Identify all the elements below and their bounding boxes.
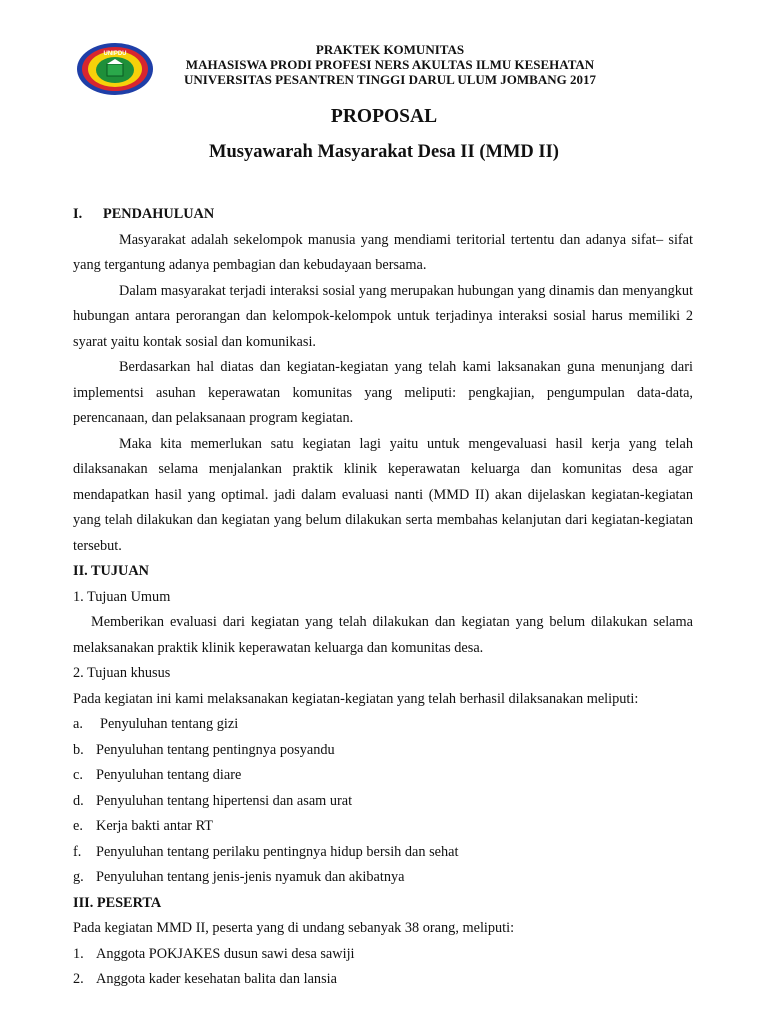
document-title: PROPOSAL bbox=[330, 106, 438, 127]
subsection-tujuan-khusus: 2. Tujuan khusus bbox=[73, 665, 171, 681]
header-line-1: PRAKTEK KOMUNITAS bbox=[315, 42, 465, 57]
letterhead bbox=[0, 40, 768, 98]
section-number: I. bbox=[73, 206, 83, 222]
list-marker: 2. bbox=[73, 971, 84, 987]
list-item bbox=[73, 738, 693, 764]
paragraph: Memberikan evaluasi dari kegiatan yang telah dilakukan dan kegiatan yang belum dilakukan selama melaksanakan praktik klinik keperawatan keluarga dan komunitas desa. bbox=[73, 614, 693, 656]
document-body bbox=[73, 202, 693, 993]
document-subtitle: Musyawarah Masyarakat Desa II (MMD II) bbox=[209, 142, 559, 162]
list-text: Penyuluhan tentang perilaku pentingnya hidup bersih dan sehat bbox=[96, 843, 459, 860]
paragraph: Masyarakat adalah sekelompok manusia yang mendiami teritorial tertentu dan adanya sifat– sifat yang tergantung adanya pembagian dan kebudayaan bersama. bbox=[73, 231, 693, 273]
list-text: Penyuluhan tentang hipertensi dan asam urat bbox=[96, 792, 353, 809]
list-text: Penyuluhan tentang diare bbox=[96, 767, 242, 783]
section-heading-pendahuluan bbox=[73, 202, 693, 228]
list-item bbox=[73, 712, 693, 738]
list-item bbox=[73, 840, 693, 866]
paragraph: Pada kegiatan MMD II, peserta yang di undang sebanyak 38 orang, meliputi: bbox=[73, 920, 515, 936]
paragraph: Maka kita memerlukan satu kegiatan lagi yaitu untuk mengevaluasi hasil kerja yang telah dilaksanakan selama menjalankan praktik klinik keperawatan keluarga dan komunitas desa agar mendapatkan hasil yang optimal. jadi dalam evaluasi nanti (MMD II) akan dijelaskan kegiatan-kegiatan yang telah dilakukan dan kegiatan yang belum dilakukan serta membahas kelanjutan dari kegiatan-kegiatan tersebut. bbox=[73, 435, 693, 554]
paragraph: Dalam masyarakat terjadi interaksi sosial yang merupakan hubungan yang dinamis dan menyangkut hubungan antara perorangan dan kelompok-kelompok untuk terjadinya interaksi sosial harus memiliki 2 syarat yaitu kontak sosial dan komunikasi. bbox=[73, 282, 693, 350]
header-line-3: UNIVERSITAS PESANTREN TINGGI DARUL ULUM JOMBANG 2017 bbox=[184, 72, 596, 87]
list-text: Anggota kader kesehatan balita dan lansia bbox=[96, 971, 337, 987]
list-marker: b. bbox=[73, 741, 84, 758]
list-item bbox=[73, 814, 693, 840]
header-line-2: MAHASISWA PRODI PROFESI NERS AKULTAS ILMU KESEHATAN bbox=[185, 57, 595, 72]
list-text: Penyuluhan tentang pentingnya posyandu bbox=[96, 741, 335, 758]
subsection-tujuan-umum: 1. Tujuan Umum bbox=[73, 588, 171, 605]
list-marker: 1. bbox=[73, 945, 84, 962]
list-text: Penyuluhan tentang gizi bbox=[100, 716, 239, 732]
paragraph: Berdasarkan hal diatas dan kegiatan-kegiatan yang telah kami laksanakan guna menunjang dari implementsi asuhan keperawatan komunitas yang meliputi: pengkajian, pengumpulan data-data, perencanaan, dan pelaksanaan program kegiatan. bbox=[73, 359, 693, 426]
svg-text:UNIPDU: UNIPDU bbox=[103, 51, 127, 57]
list-text: Penyuluhan tentang jenis-jenis nyamuk dan akibatnya bbox=[96, 869, 405, 885]
list-item bbox=[73, 967, 693, 993]
list-text: Anggota POKJAKES dusun sawi desa sawiji bbox=[96, 945, 355, 962]
list-marker: c. bbox=[73, 767, 83, 783]
list-item bbox=[73, 942, 693, 968]
list-item bbox=[73, 865, 693, 891]
list-text: Kerja bakti antar RT bbox=[96, 818, 214, 834]
paragraph: Pada kegiatan ini kami melaksanakan kegiatan-kegiatan yang telah berhasil dilaksanakan meliputi: bbox=[73, 690, 639, 707]
list-marker: d. bbox=[73, 792, 84, 809]
list-marker: g. bbox=[73, 869, 84, 885]
section-heading-peserta: III. PESERTA bbox=[73, 894, 162, 911]
list-item bbox=[73, 763, 693, 789]
university-logo bbox=[76, 42, 154, 96]
section-heading-tujuan: II. TUJUAN bbox=[73, 563, 150, 579]
list-marker: a. bbox=[73, 716, 83, 732]
section-title: PENDAHULUAN bbox=[103, 206, 215, 222]
list-item bbox=[73, 789, 693, 815]
list-marker: e. bbox=[73, 818, 83, 834]
list-marker: f. bbox=[73, 843, 82, 860]
